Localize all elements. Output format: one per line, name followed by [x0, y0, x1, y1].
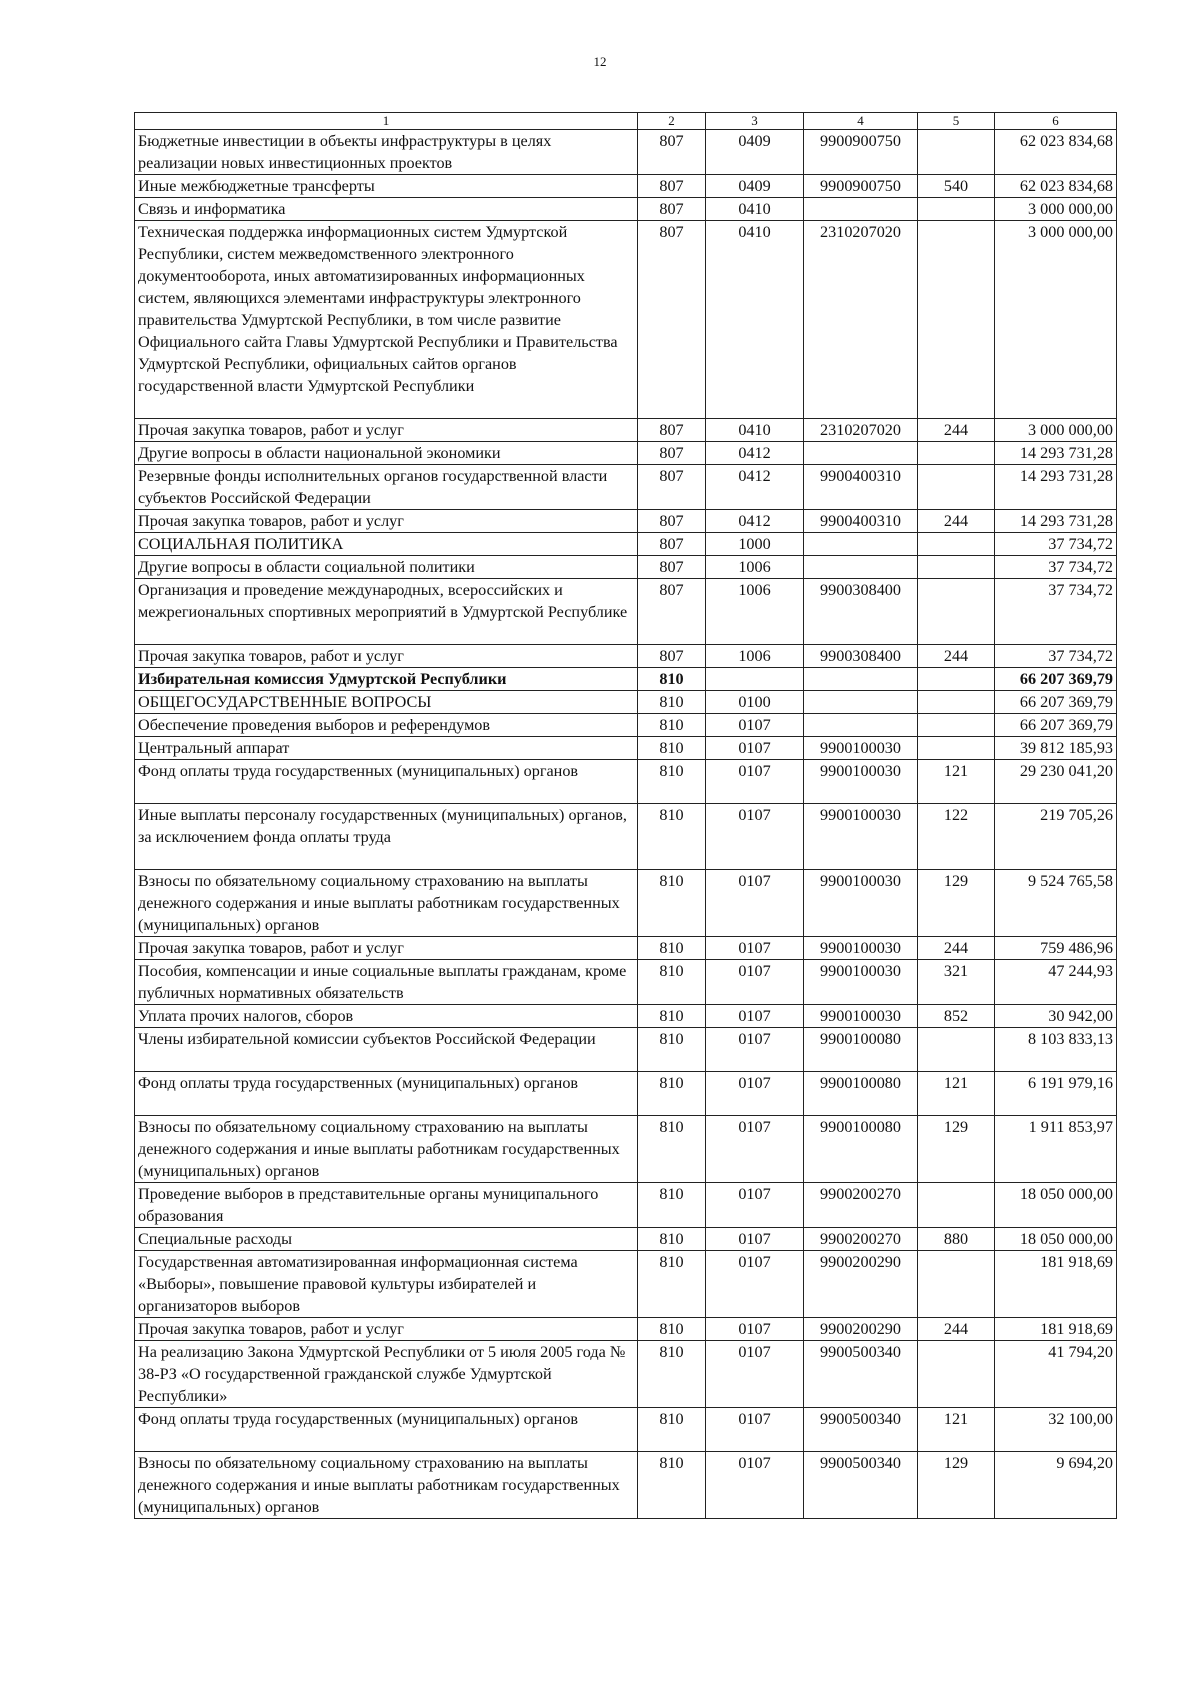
cell-section-code: 0412 — [706, 465, 804, 510]
cell-target-code: 9900100030 — [804, 1005, 918, 1028]
cell-target-code: 9900308400 — [804, 579, 918, 645]
table-row — [135, 804, 1117, 870]
cell-ministry-code: 810 — [638, 870, 706, 937]
cell-section-code: 0410 — [706, 221, 804, 419]
cell-target-code: 9900100080 — [804, 1116, 918, 1183]
cell-amount: 47 244,93 — [995, 960, 1117, 1005]
cell-target-code — [804, 442, 918, 465]
cell-target-code: 9900400310 — [804, 510, 918, 533]
cell-ministry-code: 810 — [638, 1072, 706, 1116]
cell-ministry-code: 810 — [638, 1228, 706, 1251]
cell-ministry-code: 807 — [638, 419, 706, 442]
cell-ministry-code: 810 — [638, 1116, 706, 1183]
cell-ministry-code: 810 — [638, 668, 706, 691]
cell-section-code: 0107 — [706, 960, 804, 1005]
cell-amount: 3 000 000,00 — [995, 221, 1117, 419]
cell-name: Связь и информатика — [135, 198, 638, 221]
cell-expense-type: 122 — [918, 804, 995, 870]
cell-amount: 3 000 000,00 — [995, 419, 1117, 442]
cell-amount: 37 734,72 — [995, 556, 1117, 579]
cell-name: Прочая закупка товаров, работ и услуг — [135, 937, 638, 960]
cell-amount: 14 293 731,28 — [995, 442, 1117, 465]
cell-ministry-code: 807 — [638, 556, 706, 579]
cell-section-code: 0107 — [706, 1408, 804, 1452]
cell-expense-type: 244 — [918, 645, 995, 668]
cell-name: Прочая закупка товаров, работ и услуг — [135, 645, 638, 668]
cell-amount: 3 000 000,00 — [995, 198, 1117, 221]
table-row — [135, 960, 1117, 1005]
cell-target-code: 9900500340 — [804, 1452, 918, 1519]
cell-target-code: 2310207020 — [804, 221, 918, 419]
cell-expense-type: 244 — [918, 1318, 995, 1341]
table-row — [135, 533, 1117, 556]
cell-expense-type: 121 — [918, 760, 995, 804]
cell-name: Обеспечение проведения выборов и референдумов — [135, 714, 638, 737]
cell-ministry-code: 807 — [638, 221, 706, 419]
cell-amount: 18 050 000,00 — [995, 1228, 1117, 1251]
cell-target-code: 9900308400 — [804, 645, 918, 668]
table-row — [135, 714, 1117, 737]
cell-target-code: 9900200290 — [804, 1251, 918, 1318]
cell-expense-type — [918, 668, 995, 691]
cell-section-code: 0412 — [706, 442, 804, 465]
cell-target-code — [804, 533, 918, 556]
cell-expense-type: 129 — [918, 1452, 995, 1519]
cell-name: Фонд оплаты труда государственных (муниципальных) органов — [135, 760, 638, 804]
cell-name: Взносы по обязательному социальному страхованию на выплаты денежного содержания и иные выплаты работникам государственных (муниципальных) органов — [135, 1116, 638, 1183]
cell-section-code: 0107 — [706, 1183, 804, 1228]
cell-amount: 32 100,00 — [995, 1408, 1117, 1452]
cell-name: Специальные расходы — [135, 1228, 638, 1251]
cell-target-code: 9900100030 — [804, 937, 918, 960]
cell-section-code: 0412 — [706, 510, 804, 533]
cell-target-code — [804, 668, 918, 691]
cell-amount: 37 734,72 — [995, 579, 1117, 645]
cell-section-code: 0410 — [706, 198, 804, 221]
cell-name: Взносы по обязательному социальному страхованию на выплаты денежного содержания и иные выплаты работникам государственных (муниципальных) органов — [135, 870, 638, 937]
cell-target-code: 9900200270 — [804, 1183, 918, 1228]
cell-target-code: 9900100030 — [804, 804, 918, 870]
table-row — [135, 1318, 1117, 1341]
cell-section-code — [706, 668, 804, 691]
cell-expense-type — [918, 737, 995, 760]
cell-section-code: 0409 — [706, 175, 804, 198]
table-row — [135, 465, 1117, 510]
cell-expense-type: 852 — [918, 1005, 995, 1028]
cell-amount: 1 911 853,97 — [995, 1116, 1117, 1183]
cell-name: Другие вопросы в области социальной политики — [135, 556, 638, 579]
cell-ministry-code: 807 — [638, 130, 706, 175]
cell-name: ОБЩЕГОСУДАРСТВЕННЫЕ ВОПРОСЫ — [135, 691, 638, 714]
cell-ministry-code: 810 — [638, 1183, 706, 1228]
cell-section-code: 0107 — [706, 1318, 804, 1341]
cell-name: Центральный аппарат — [135, 737, 638, 760]
cell-ministry-code: 810 — [638, 960, 706, 1005]
cell-amount: 181 918,69 — [995, 1318, 1117, 1341]
table-row — [135, 1116, 1117, 1183]
cell-amount: 39 812 185,93 — [995, 737, 1117, 760]
cell-name: Члены избирательной комиссии субъектов Российской Федерации — [135, 1028, 638, 1072]
cell-amount: 62 023 834,68 — [995, 130, 1117, 175]
cell-section-code: 0107 — [706, 737, 804, 760]
cell-expense-type — [918, 691, 995, 714]
cell-ministry-code: 810 — [638, 804, 706, 870]
cell-section-code: 0107 — [706, 760, 804, 804]
table-row — [135, 1072, 1117, 1116]
cell-name: Другие вопросы в области национальной экономики — [135, 442, 638, 465]
column-header-5: 5 — [918, 113, 995, 130]
cell-name: Прочая закупка товаров, работ и услуг — [135, 1318, 638, 1341]
cell-ministry-code: 807 — [638, 579, 706, 645]
cell-name: Организация и проведение международных, всероссийских и межрегиональных спортивных мероприятий в Удмуртской Республике — [135, 579, 638, 645]
cell-target-code — [804, 714, 918, 737]
cell-amount: 14 293 731,28 — [995, 465, 1117, 510]
table-row — [135, 737, 1117, 760]
cell-section-code: 0107 — [706, 1116, 804, 1183]
table-row — [135, 1005, 1117, 1028]
table-row — [135, 645, 1117, 668]
cell-name: Взносы по обязательному социальному страхованию на выплаты денежного содержания и иные выплаты работникам государственных (муниципальных) органов — [135, 1452, 638, 1519]
cell-expense-type: 121 — [918, 1072, 995, 1116]
cell-name: Иные выплаты персоналу государственных (муниципальных) органов, за исключением фонда оплаты труда — [135, 804, 638, 870]
table-row — [135, 1228, 1117, 1251]
cell-amount: 30 942,00 — [995, 1005, 1117, 1028]
page-number: 12 — [593, 54, 607, 69]
table-row — [135, 1251, 1117, 1318]
table-row — [135, 760, 1117, 804]
cell-name: На реализацию Закона Удмуртской Республики от 5 июля 2005 года № 38-РЗ «О государственной гражданской службе Удмуртской Республики» — [135, 1341, 638, 1408]
table-row — [135, 1341, 1117, 1408]
cell-target-code: 9900100080 — [804, 1028, 918, 1072]
cell-name: Иные межбюджетные трансферты — [135, 175, 638, 198]
cell-ministry-code: 810 — [638, 1028, 706, 1072]
cell-amount: 8 103 833,13 — [995, 1028, 1117, 1072]
cell-section-code: 0107 — [706, 1341, 804, 1408]
table-row — [135, 442, 1117, 465]
cell-expense-type: 321 — [918, 960, 995, 1005]
cell-section-code: 0107 — [706, 804, 804, 870]
cell-expense-type: 880 — [918, 1228, 995, 1251]
cell-amount: 29 230 041,20 — [995, 760, 1117, 804]
table-row — [135, 1408, 1117, 1452]
cell-section-code: 0107 — [706, 1228, 804, 1251]
cell-expense-type — [918, 465, 995, 510]
table-row — [135, 130, 1117, 175]
cell-section-code: 0107 — [706, 714, 804, 737]
cell-ministry-code: 807 — [638, 510, 706, 533]
column-header-1: 1 — [135, 113, 638, 130]
cell-ministry-code: 810 — [638, 1408, 706, 1452]
cell-ministry-code: 810 — [638, 937, 706, 960]
column-header-3: 3 — [706, 113, 804, 130]
cell-expense-type — [918, 130, 995, 175]
cell-section-code: 1006 — [706, 556, 804, 579]
cell-expense-type: 129 — [918, 870, 995, 937]
cell-expense-type — [918, 198, 995, 221]
cell-target-code: 2310207020 — [804, 419, 918, 442]
cell-section-code: 1000 — [706, 533, 804, 556]
cell-name: Избирательная комиссия Удмуртской Республики — [135, 668, 638, 691]
cell-name: Государственная автоматизированная информационная система «Выборы», повышение правовой культуры избирателей и организаторов выборов — [135, 1251, 638, 1318]
table-row — [135, 579, 1117, 645]
cell-target-code: 9900500340 — [804, 1341, 918, 1408]
table-row — [135, 1452, 1117, 1519]
cell-name: Прочая закупка товаров, работ и услуг — [135, 510, 638, 533]
column-header-6: 6 — [995, 113, 1117, 130]
table-header-row — [135, 113, 1117, 130]
cell-ministry-code: 810 — [638, 1318, 706, 1341]
cell-expense-type — [918, 533, 995, 556]
cell-expense-type: 244 — [918, 510, 995, 533]
cell-target-code: 9900100030 — [804, 960, 918, 1005]
cell-section-code: 0410 — [706, 419, 804, 442]
table-row — [135, 198, 1117, 221]
cell-section-code: 0107 — [706, 937, 804, 960]
cell-amount: 6 191 979,16 — [995, 1072, 1117, 1116]
cell-amount: 9 524 765,58 — [995, 870, 1117, 937]
cell-amount: 66 207 369,79 — [995, 714, 1117, 737]
cell-section-code: 0107 — [706, 1028, 804, 1072]
cell-name: Уплата прочих налогов, сборов — [135, 1005, 638, 1028]
cell-target-code: 9900100030 — [804, 737, 918, 760]
cell-section-code: 0107 — [706, 870, 804, 937]
cell-section-code: 1006 — [706, 645, 804, 668]
cell-ministry-code: 810 — [638, 714, 706, 737]
cell-ministry-code: 807 — [638, 442, 706, 465]
cell-ministry-code: 810 — [638, 1341, 706, 1408]
cell-target-code: 9900100080 — [804, 1072, 918, 1116]
cell-section-code: 0107 — [706, 1251, 804, 1318]
cell-section-code: 0100 — [706, 691, 804, 714]
cell-expense-type — [918, 579, 995, 645]
table-row — [135, 1183, 1117, 1228]
cell-target-code — [804, 198, 918, 221]
cell-expense-type — [918, 1341, 995, 1408]
cell-amount: 66 207 369,79 — [995, 668, 1117, 691]
cell-target-code: 9900200290 — [804, 1318, 918, 1341]
cell-amount: 759 486,96 — [995, 937, 1117, 960]
cell-amount: 37 734,72 — [995, 645, 1117, 668]
table-row — [135, 221, 1117, 419]
cell-ministry-code: 810 — [638, 1005, 706, 1028]
table-row — [135, 419, 1117, 442]
cell-amount: 41 794,20 — [995, 1341, 1117, 1408]
cell-target-code: 9900200270 — [804, 1228, 918, 1251]
cell-ministry-code: 810 — [638, 1452, 706, 1519]
cell-amount: 18 050 000,00 — [995, 1183, 1117, 1228]
column-header-4: 4 — [804, 113, 918, 130]
cell-expense-type — [918, 221, 995, 419]
cell-expense-type — [918, 1183, 995, 1228]
cell-name: Резервные фонды исполнительных органов государственной власти субъектов Российской Федерации — [135, 465, 638, 510]
cell-name: Бюджетные инвестиции в объекты инфраструктуры в целях реализации новых инвестиционных проектов — [135, 130, 638, 175]
cell-name: Прочая закупка товаров, работ и услуг — [135, 419, 638, 442]
table-body — [135, 130, 1117, 1519]
cell-expense-type: 540 — [918, 175, 995, 198]
cell-amount: 181 918,69 — [995, 1251, 1117, 1318]
cell-amount: 62 023 834,68 — [995, 175, 1117, 198]
cell-target-code: 9900100030 — [804, 870, 918, 937]
cell-expense-type: 244 — [918, 419, 995, 442]
cell-amount: 37 734,72 — [995, 533, 1117, 556]
cell-ministry-code: 807 — [638, 198, 706, 221]
table-row — [135, 175, 1117, 198]
cell-ministry-code: 810 — [638, 760, 706, 804]
cell-amount: 219 705,26 — [995, 804, 1117, 870]
cell-ministry-code: 807 — [638, 645, 706, 668]
cell-name: Пособия, компенсации и иные социальные выплаты гражданам, кроме публичных нормативных обязательств — [135, 960, 638, 1005]
table-row — [135, 668, 1117, 691]
cell-ministry-code: 810 — [638, 691, 706, 714]
cell-name: Проведение выборов в представительные органы муниципального образования — [135, 1183, 638, 1228]
table-row — [135, 691, 1117, 714]
cell-target-code: 9900900750 — [804, 175, 918, 198]
cell-expense-type — [918, 442, 995, 465]
cell-expense-type — [918, 714, 995, 737]
cell-name: Фонд оплаты труда государственных (муниципальных) органов — [135, 1072, 638, 1116]
cell-expense-type: 121 — [918, 1408, 995, 1452]
cell-ministry-code: 807 — [638, 533, 706, 556]
cell-amount: 66 207 369,79 — [995, 691, 1117, 714]
cell-target-code — [804, 556, 918, 579]
cell-expense-type: 129 — [918, 1116, 995, 1183]
cell-name: Фонд оплаты труда государственных (муниципальных) органов — [135, 1408, 638, 1452]
column-header-2: 2 — [638, 113, 706, 130]
cell-target-code: 9900100030 — [804, 760, 918, 804]
cell-amount: 14 293 731,28 — [995, 510, 1117, 533]
cell-target-code: 9900500340 — [804, 1408, 918, 1452]
cell-ministry-code: 807 — [638, 465, 706, 510]
cell-ministry-code: 810 — [638, 737, 706, 760]
cell-name: Техническая поддержка информационных систем Удмуртской Республики, систем межведомственного электронного документооборота, иных автоматизированных информационных систем, являющихся элементами инфраструктуры электронного правительства Удмуртской Республики, в том числе развитие Официального сайта Главы Удмуртской Республики и Правительства Удмуртской Республики, официальных сайтов органов государственной власти Удмуртской Республики — [135, 221, 638, 419]
budget-table — [134, 112, 1117, 1519]
table-row — [135, 937, 1117, 960]
cell-section-code: 0107 — [706, 1072, 804, 1116]
table-row — [135, 556, 1117, 579]
table-row — [135, 870, 1117, 937]
cell-expense-type — [918, 1028, 995, 1072]
cell-expense-type: 244 — [918, 937, 995, 960]
cell-target-code: 9900400310 — [804, 465, 918, 510]
cell-target-code: 9900900750 — [804, 130, 918, 175]
cell-section-code: 0107 — [706, 1452, 804, 1519]
table-row — [135, 1028, 1117, 1072]
cell-expense-type — [918, 1251, 995, 1318]
cell-section-code: 1006 — [706, 579, 804, 645]
cell-section-code: 0409 — [706, 130, 804, 175]
cell-expense-type — [918, 556, 995, 579]
cell-ministry-code: 810 — [638, 1251, 706, 1318]
cell-ministry-code: 807 — [638, 175, 706, 198]
table-row — [135, 510, 1117, 533]
cell-amount: 9 694,20 — [995, 1452, 1117, 1519]
cell-target-code — [804, 691, 918, 714]
cell-name: СОЦИАЛЬНАЯ ПОЛИТИКА — [135, 533, 638, 556]
cell-section-code: 0107 — [706, 1005, 804, 1028]
